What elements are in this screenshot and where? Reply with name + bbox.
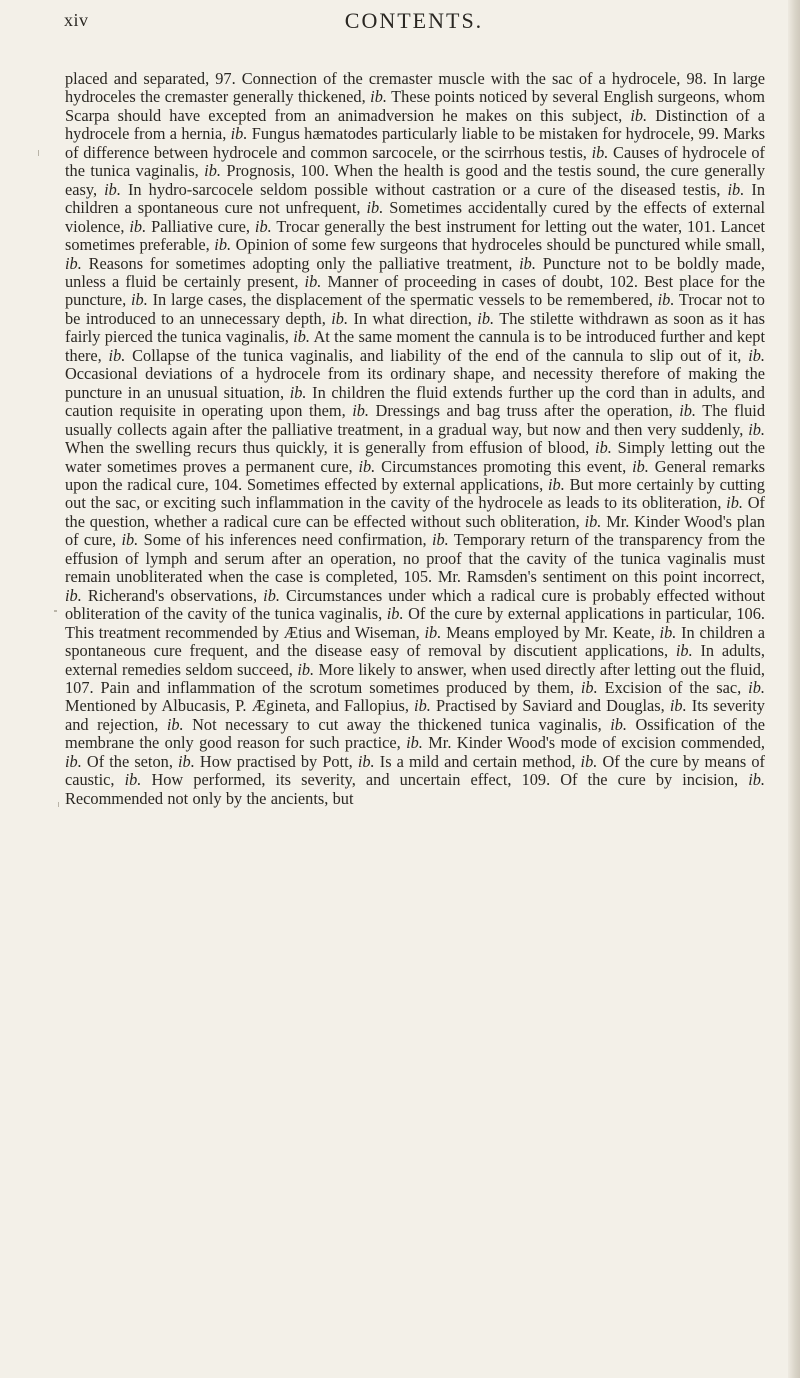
ibid-abbreviation: ib.: [65, 585, 82, 605]
ibid-abbreviation: ib.: [675, 641, 693, 661]
ibid-abbreviation: ib.: [548, 474, 565, 494]
ibid-abbreviation: ib.: [108, 345, 126, 365]
ibid-abbreviation: ib.: [263, 585, 280, 605]
ibid-abbreviation: ib.: [293, 327, 311, 347]
page-edge: [788, 0, 800, 1378]
ibid-abbreviation: ib.: [414, 696, 431, 716]
margin-speck: [54, 610, 57, 612]
ibid-abbreviation: ib.: [595, 438, 612, 458]
ibid-abbreviation: ib.: [366, 198, 384, 218]
ibid-abbreviation: ib.: [297, 659, 315, 679]
ibid-abbreviation: ib.: [131, 290, 148, 310]
ibid-abbreviation: ib.: [121, 530, 139, 550]
ibid-abbreviation: ib.: [254, 216, 272, 236]
ibid-abbreviation: ib.: [726, 493, 743, 513]
page-number: xiv: [64, 10, 89, 30]
ibid-abbreviation: ib.: [129, 216, 147, 236]
ibid-abbreviation: ib.: [214, 235, 232, 255]
ibid-abbreviation: ib.: [230, 124, 248, 144]
running-head: CONTENTS.: [344, 8, 484, 33]
ibid-abbreviation: ib.: [669, 696, 687, 716]
ibid-abbreviation: ib.: [386, 604, 404, 624]
ibid-abbreviation: ib.: [104, 179, 121, 199]
ibid-abbreviation: ib.: [580, 751, 598, 771]
ibid-abbreviation: ib.: [424, 622, 442, 642]
ibid-abbreviation: ib.: [679, 401, 697, 421]
contents-paragraph: placed and separated, 97. Connection of the cremaster muscle with the sac of a hydrocele, 98. In large hydroceles the cremaster generally thickened, ib. These points noticed by several English surgeons, whom Scarpa should have excepted from an animadversion he makes on this subject, ib. Distinction of a hydrocele from a hernia, ib. Fungus hæmatodes particularly liable to be mistaken for hydrocele, 99. Marks of difference between hydrocele and common sarcocele, or the scirrhous testis, ib. Causes of hydrocele of the tunica vaginalis, ib. Prognosis, 100. When the health is good and the testis sound, the cure generally easy, ib. In hydro-sarcocele seldom possible without castration or a cure of the diseased testis, ib. In children a spontaneous cure not unfrequent, ib. Sometimes accidentally cured by the effects of external violence, ib. Palliative cure, ib. Trocar generally the best instrument for letting out the water, 101. Lancet sometimes preferable, ib. Opinion of some few surgeons that hydroceles should be punctured while small, ib. Reasons for sometimes adopting only the palliative treatment, ib. Puncture not to be boldly made, unless a fluid be certainly present, ib. Manner of proceeding in cases of doubt, 102. Best place for the puncture, ib. In large cases, the displacement of the spermatic vessels to be remembered, ib. Trocar not to be introduced to an unnecessary depth, ib. In what direction, ib. The stilette withdrawn as soon as it has fairly pierced the tunica vaginalis, ib. At the same moment the cannula is to be introduced further and kept there, ib. Collapse of the tunica vaginalis, and liability of the end of the cannula to slip out of it, ib. Occasional deviations of a hydrocele from its ordinary shape, and necessity therefore of making the puncture in an unusual situation, ib. In children the fluid extends further up the cord than in adults, and caution requisite in operating upon them, ib. Dressings and bag truss after the operation, ib. The fluid usually collects again after the palliative treatment, in a gradual way, but now and then very suddenly, ib. When the swelling recurs thus quickly, it is generally from effusion of blood, ib. Simply letting out the water sometimes proves a permanent cure, ib. Circumstances promoting this event, ib. General remarks upon the radical cure, 104. Sometimes effected by external applications, ib. But more certainly by cutting out the sac, or exciting such inflammation in the cavity of the hydrocele as leads to its obliteration, ib. Of the question, whether a radical cure can be effected without such obliteration, ib. Mr. Kinder Wood's plan of cure, ib. Some of his inferences need confirmation, ib. Temporary return of the transparency from the effusion of lymph and serum after an operation, no proof that the cavity of the tunica vaginalis must remain unobliterated when the case is completed, 105. Mr. Ramsden's sentiment on this point incorrect, ib. Richerand's observations, ib. Circumstances under which a radical cure is probably effected without obliteration of the cavity of the tunica vaginalis, ib. Of the cure by external applications in particular, 106. This treatment recommended by Ætius and Wiseman, ib. Means employed by Mr. Keate, ib. In children a spontaneous cure frequent, and the disease easy of removal by discutient applications, ib. In adults, external remedies seldom succeed, ib. More likely to answer, when used directly after letting out the fluid, 107. Pain and inflammation of the scrotum sometimes produced by them, ib. Excision of the sac, ib. Mentioned by Albucasis, P. Ægineta, and Fallopius, ib. Practised by Saviard and Douglas, ib. Its severity and rejection, ib. Not necessary to cut away the thickened tunica vaginalis, ib. Ossification of the membrane the only good reason for such practice, ib. Mr. Kinder Wood's mode of excision commended, ib. Of the seton, ib. How practised by Pott, ib. Is a mild and certain method, ib. Of the cure by means of caustic, ib. How performed, its severity, and uncertain effect, 109. Of the cure by incision, ib. Recommended not only by the ancients, but: [65, 69, 766, 808]
ibid-abbreviation: ib.: [748, 770, 766, 790]
ibid-abbreviation: ib.: [630, 105, 648, 125]
ibid-abbreviation: ib.: [477, 308, 495, 328]
ibid-abbreviation: ib.: [657, 290, 675, 310]
ibid-abbreviation: ib.: [289, 382, 307, 402]
ibid-abbreviation: ib.: [124, 770, 142, 790]
ibid-abbreviation: ib.: [178, 751, 195, 771]
ibid-abbreviation: ib.: [584, 511, 602, 531]
ibid-abbreviation: ib.: [331, 308, 349, 328]
ibid-abbreviation: ib.: [370, 87, 387, 107]
ibid-abbreviation: ib.: [748, 677, 765, 697]
ibid-abbreviation: ib.: [358, 456, 376, 476]
ibid-abbreviation: ib.: [727, 179, 745, 199]
ibid-abbreviation: ib.: [748, 345, 765, 365]
ibid-abbreviation: ib.: [166, 714, 184, 734]
ibid-abbreviation: ib.: [352, 401, 370, 421]
ibid-abbreviation: ib.: [431, 530, 449, 550]
ibid-abbreviation: ib.: [304, 271, 322, 291]
ibid-abbreviation: ib.: [580, 677, 598, 697]
ibid-abbreviation: ib.: [519, 253, 536, 273]
ibid-abbreviation: ib.: [65, 751, 82, 771]
margin-speck: [58, 802, 59, 807]
ibid-abbreviation: ib.: [591, 142, 609, 162]
ibid-abbreviation: ib.: [748, 419, 765, 439]
ibid-abbreviation: ib.: [357, 751, 375, 771]
ibid-abbreviation: ib.: [65, 253, 82, 273]
ibid-abbreviation: ib.: [610, 714, 627, 734]
ibid-abbreviation: ib.: [659, 622, 677, 642]
ibid-abbreviation: ib.: [204, 161, 221, 181]
ibid-abbreviation: ib.: [406, 733, 423, 753]
ibid-abbreviation: ib.: [632, 456, 649, 476]
margin-speck: [38, 150, 39, 156]
page-header: [64, 6, 764, 46]
